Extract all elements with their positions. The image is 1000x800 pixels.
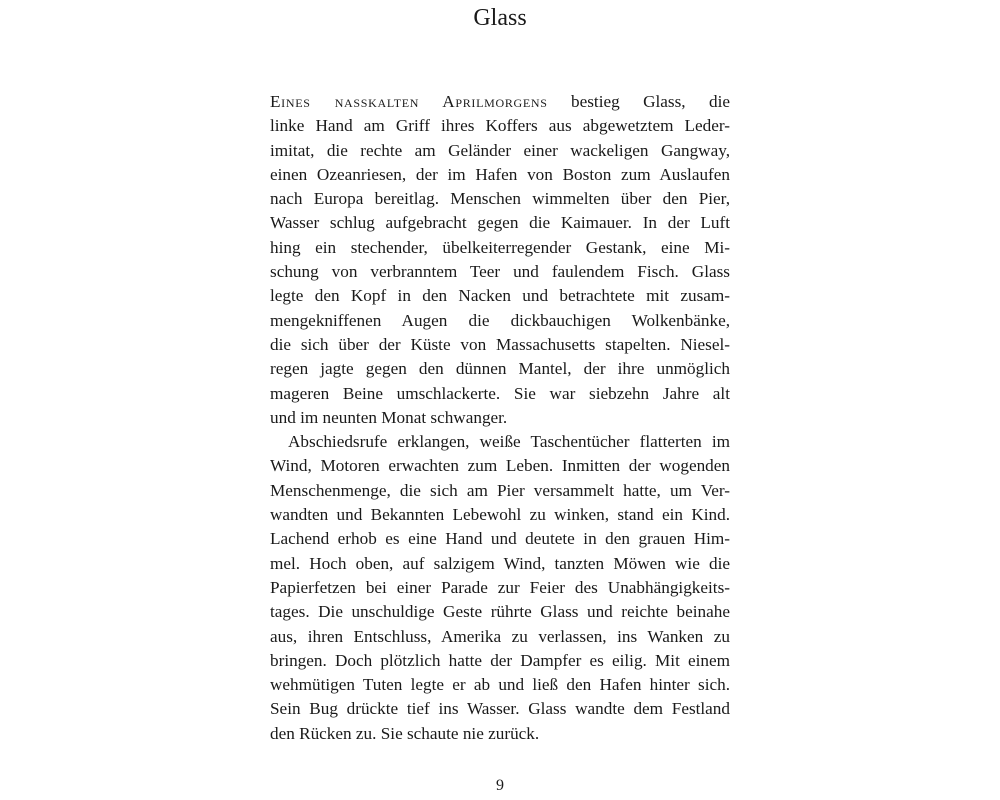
text-line: mengekniffenen Augen die dickbauchigen Wolkenbänke,	[270, 310, 730, 330]
text-line: und im neunten Monat schwanger.	[270, 407, 508, 427]
text-line: Wasser schlug aufgebracht gegen die Kaimauer. In der Luft	[270, 213, 730, 233]
text-line: regen jagte gegen den dünnen Mantel, der ihre unmöglich	[270, 359, 730, 379]
text-line: bringen. Doch plötzlich hatte der Dampfer es eilig. Mit einem	[270, 650, 730, 670]
text-line: hing ein stechender, übelkeiterregender Gestank, eine Mi-	[270, 237, 730, 257]
text-line: Wind, Motoren erwachten zum Leben. Inmitten der wogenden	[270, 456, 730, 476]
text-line: legte den Kopf in den Nacken und betrachtete mit zusam-	[270, 286, 730, 306]
text-line-fragment: bestieg Glass, die	[547, 92, 730, 111]
chapter-title: Glass	[473, 5, 527, 31]
text-line: einen Ozeanriesen, der im Hafen von Boston zum Auslaufen	[270, 164, 730, 184]
text-line: mel. Hoch oben, auf salzigem Wind, tanzten Möwen wie die	[270, 553, 730, 573]
body-text	[270, 90, 730, 746]
text-line: imitat, die rechte am Geländer einer wackeligen Gangway,	[270, 140, 730, 160]
text-line: Sein Bug drückte tief ins Wasser. Glass wandte dem Festland	[270, 699, 730, 719]
text-line: aus, ihren Entschluss, Amerika zu verlassen, ins Wanken zu	[270, 626, 730, 646]
text-line: Lachend erhob es eine Hand und deutete in den grauen Him-	[270, 529, 730, 549]
paragraph-2	[270, 430, 730, 746]
text-line: mageren Beine umschlackerte. Sie war siebzehn Jahre alt	[270, 383, 730, 403]
text-line: linke Hand am Griff ihres Koffers aus abgewetztem Leder-	[270, 116, 730, 136]
text-line: Papierfetzen bei einer Parade zur Feier des Unabhängigkeits-	[270, 577, 730, 597]
text-line: Menschenmenge, die sich am Pier versammelt hatte, um Ver-	[270, 480, 730, 500]
text-line: schung von verbranntem Teer und faulendem Fisch. Glass	[270, 262, 730, 282]
text-line: nach Europa bereitlag. Menschen wimmelten über den Pier,	[270, 189, 730, 209]
text-line: die sich über der Küste von Massachusetts stapelten. Niesel-	[270, 334, 730, 354]
text-line: wandten und Bekannten Lebewohl zu winken, stand ein Kind.	[270, 505, 730, 525]
opening-smallcaps: Eines nasskalten Aprilmorgens	[270, 92, 548, 111]
text-line: den Rücken zu. Sie schaute nie zurück.	[270, 723, 540, 743]
text-line: wehmütigen Tuten legte er ab und ließ den Hafen hinter sich.	[270, 675, 730, 695]
text-line: tages. Die unschuldige Geste rührte Glass und reichte beinahe	[270, 602, 730, 622]
text-line: Abschiedsrufe erklangen, weiße Taschentücher flatterten im	[288, 432, 730, 452]
page-number: 9	[496, 777, 504, 794]
text-line	[270, 90, 730, 114]
paragraph-1	[270, 90, 730, 430]
